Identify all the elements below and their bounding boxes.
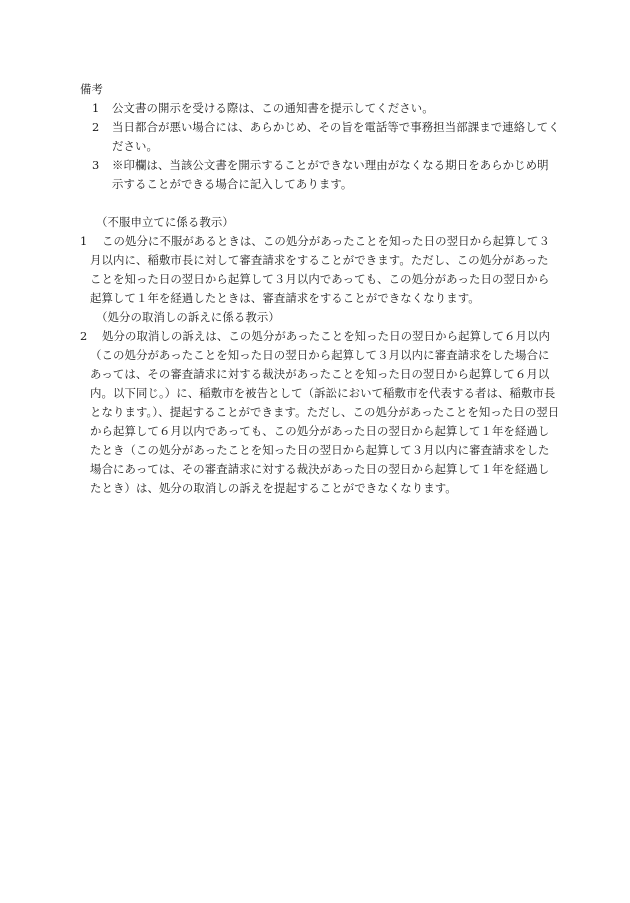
- remark-item-1: [80, 99, 560, 118]
- document-page: [80, 80, 560, 498]
- remark-item-2: [80, 118, 560, 156]
- objection-paragraph: [80, 232, 560, 308]
- paragraph-number: 2: [80, 329, 88, 343]
- remark-item-3: [80, 156, 560, 194]
- lawsuit-paragraph: [80, 327, 560, 498]
- objection-section-title: （不服申立てに係る教示）: [96, 215, 234, 229]
- paragraph-text: 処分の取消しの訴えは、この処分があったことを知った日の翌日から起算して６月以内（この処分があったことを知った日の翌日から起算して３月以内に審査請求をした場合にあっては、その審査請求に対する裁決があったことを知った日の翌日から起算して６月以内。以下同じ。）に、稲敷市を被告として（訴訟において稲敷市を代表する者は、稲敷市長となります。）、提起することができます。ただし、この処分があったことを知った日の翌日から起算して６月以内であっても、この処分があった日の翌日から起算して１年を経過したとき（この処分があったことを知った日の翌日から起算して３月以内に審査請求をした場合にあっては、その審査請求に対する裁決があった日の翌日から起算して１年を経過したとき）は、処分の取消しの訴えを提起することができなくなります。: [90, 329, 560, 495]
- remark-text: 当日都合が悪い場合には、あらかじめ、その旨を電話等で事務担当部課まで連絡してください。: [112, 120, 560, 153]
- paragraph-text: この処分に不服があるときは、この処分があったことを知った日の翌日から起算して３月以内に、稲敷市長に対して審査請求をすることができます。ただし、この処分があったことを知った日の翌日から起算して３月以内であっても、この処分があった日の翌日から起算して１年を経過したときは、審査請求をすることができなくなります。: [90, 234, 551, 305]
- paragraph-number: 1: [80, 234, 88, 248]
- remark-number: 3: [92, 158, 100, 172]
- remark-text: ※印欄は、当該公文書を開示することができない理由がなくなる期日をあらかじめ明示することができる場合に記入してあります。: [112, 158, 549, 191]
- remark-text: 公文書の開示を受ける際は、この通知書を提示してください。: [112, 101, 434, 115]
- remark-number: 1: [92, 101, 100, 115]
- lawsuit-section-title: （処分の取消しの訴えに係る教示）: [96, 310, 280, 324]
- section-gap: [80, 194, 560, 213]
- remarks-heading: 備考: [80, 82, 103, 96]
- remark-number: 2: [92, 120, 100, 134]
